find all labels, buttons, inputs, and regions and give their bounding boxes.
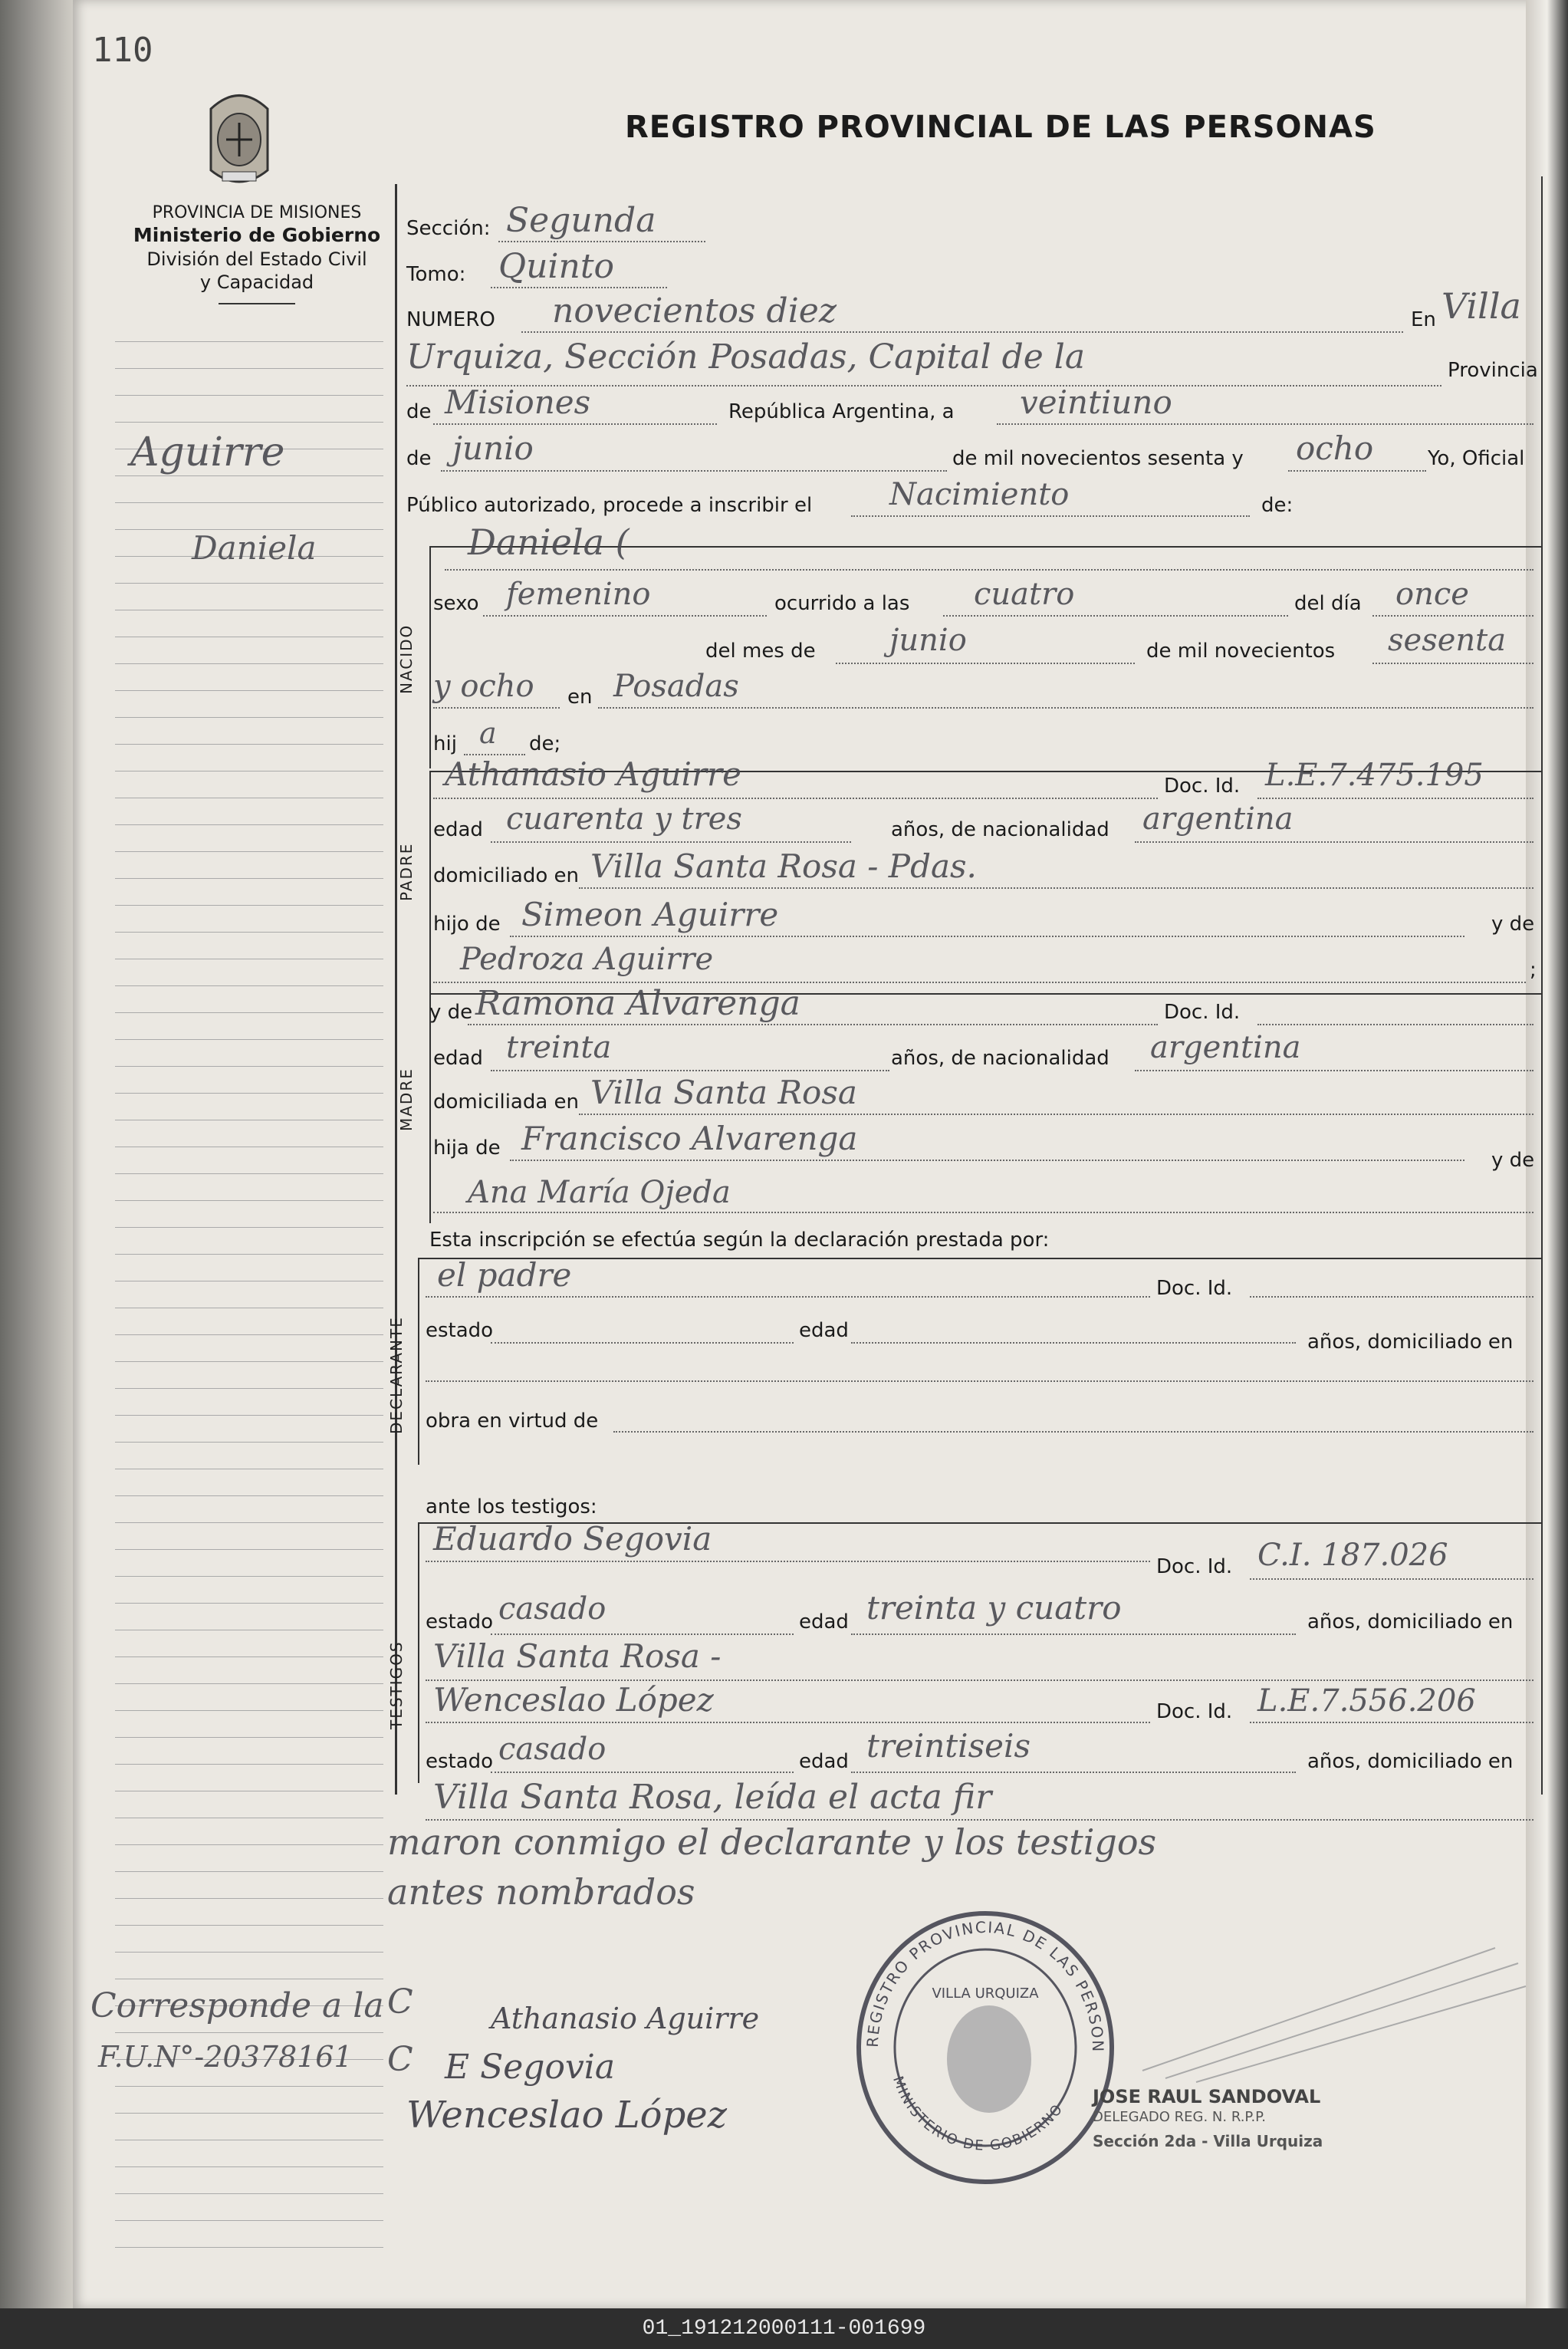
tomo-value: Quinto bbox=[498, 247, 614, 286]
madre-side-rule bbox=[429, 993, 431, 1223]
padre-hijo-dots bbox=[510, 936, 1464, 937]
testigo1-doc-dots bbox=[1250, 1578, 1533, 1580]
provincia-dots bbox=[433, 423, 717, 425]
margin-given-name: Daniela bbox=[192, 529, 317, 567]
dia-value: once bbox=[1395, 577, 1469, 612]
testigo2-dots bbox=[426, 1722, 1150, 1723]
registry-stamp bbox=[847, 1902, 1123, 2193]
provincia-label: Provincia bbox=[1448, 359, 1538, 382]
testigo1-doc-value: C.I. 187.026 bbox=[1257, 1538, 1448, 1573]
declarante-dom-dots bbox=[426, 1380, 1533, 1382]
image-code-footer: 01_191212000111-001699 bbox=[0, 2308, 1568, 2349]
padre-nac-dots bbox=[1135, 841, 1533, 843]
padre-nac-value: argentina bbox=[1142, 801, 1294, 837]
padre-edad-dots bbox=[491, 841, 851, 843]
testigo2-dom-value: Villa Santa Rosa, leída el acta fir bbox=[433, 1778, 992, 1817]
declarante-edad-dots bbox=[851, 1342, 1296, 1344]
seccion-dots bbox=[498, 241, 705, 242]
testigo2-doc-value: L.E.7.556.206 bbox=[1257, 1683, 1476, 1719]
main-vertical-rule bbox=[395, 184, 397, 1795]
padre-dom-label: domiciliado en bbox=[433, 864, 580, 887]
testigo1-edad-label: edad bbox=[799, 1610, 849, 1633]
madre-edad-label: edad bbox=[433, 1047, 483, 1070]
declarante-side-rule bbox=[418, 1258, 419, 1465]
stamp-inner-text: VILLA URQUIZA bbox=[932, 1985, 1039, 2002]
de-semi-label: de; bbox=[529, 732, 561, 755]
obra-label: obra en virtud de bbox=[426, 1410, 599, 1433]
declarante-dom-label: años, domiciliado en bbox=[1307, 1331, 1514, 1354]
corner-number: 110 bbox=[92, 31, 153, 70]
seccion-value: Segunda bbox=[506, 201, 656, 240]
acto-dots bbox=[851, 515, 1250, 517]
stamp-ring-text: REGISTRO PROVINCIAL DE LAS PERSON bbox=[863, 1917, 1108, 2054]
official-section: Sección 2da - Villa Urquiza bbox=[1093, 2132, 1323, 2150]
margin-note-2: F.U.N°-20378161 bbox=[98, 2040, 353, 2074]
padre-hijo-label: hijo de bbox=[433, 913, 501, 936]
testigo1-dom-value: Villa Santa Rosa - bbox=[433, 1637, 722, 1675]
official-role: DELEGADO REG. N. R.P.P. bbox=[1093, 2109, 1266, 2125]
anio-nac-a-dots bbox=[1372, 663, 1533, 664]
sexo-dots bbox=[483, 615, 767, 617]
locality-value: Urquiza, Sección Posadas, Capital de la bbox=[406, 337, 1086, 377]
mil-novecientos-label: de mil novecientos bbox=[1146, 640, 1336, 663]
margin-c-1: C bbox=[387, 1982, 413, 2022]
nombre-dots bbox=[445, 569, 1533, 571]
cierre-line-1: maron conmigo el declarante y los testigos bbox=[387, 1821, 1157, 1863]
seccion-label: Sección: bbox=[406, 217, 491, 240]
testigo1-edad-dots bbox=[851, 1633, 1296, 1635]
declarante-dots bbox=[426, 1296, 1150, 1298]
testigo1-doc-label: Doc. Id. bbox=[1156, 1555, 1233, 1578]
header-divider bbox=[219, 303, 295, 304]
madre-dom-dots bbox=[579, 1114, 1533, 1115]
de-label-2: de bbox=[406, 447, 432, 470]
page-title: REGISTRO PROVINCIAL DE LAS PERSONAS bbox=[625, 110, 1376, 145]
testigo1-value: Eduardo Segovia bbox=[433, 1520, 712, 1558]
testigo2-dom-label: años, domiciliado en bbox=[1307, 1750, 1514, 1773]
madre-y-de-value: Ana María Ojeda bbox=[468, 1175, 731, 1210]
testigo2-edad-dots bbox=[851, 1772, 1296, 1773]
tomo-label: Tomo: bbox=[406, 263, 466, 286]
padre-doc-value: L.E.7.475.195 bbox=[1265, 758, 1484, 793]
padre-dom-value: Villa Santa Rosa - Pdas. bbox=[590, 847, 977, 885]
dia-dots bbox=[1372, 615, 1533, 617]
provincial-seal bbox=[203, 86, 275, 193]
testigo2-doc-dots bbox=[1250, 1722, 1533, 1723]
margin-surname: Aguirre bbox=[130, 429, 285, 475]
madre-y-de-label: y de bbox=[429, 1001, 473, 1024]
fecha-dia-dots bbox=[997, 423, 1533, 425]
declarante-estado-dots bbox=[491, 1342, 794, 1344]
madre-nac-value: argentina bbox=[1150, 1030, 1301, 1065]
mes-value: junio bbox=[452, 429, 534, 467]
madre-dom-label: domiciliada en bbox=[433, 1091, 580, 1114]
right-vertical-rule bbox=[1541, 176, 1543, 1795]
padre-doc-label: Doc. Id. bbox=[1164, 775, 1241, 798]
declarante-value: el padre bbox=[437, 1256, 572, 1294]
madre-edad-dots bbox=[491, 1070, 889, 1071]
acto-value: Nacimiento bbox=[889, 477, 1070, 512]
division-line-1: División del Estado Civil bbox=[146, 248, 367, 270]
yo-oficial-label: Yo, Oficial bbox=[1428, 447, 1525, 470]
hora-dots bbox=[943, 615, 1288, 617]
anio-nac-b-dots bbox=[433, 707, 560, 709]
testigo2-estado-value: casado bbox=[498, 1732, 606, 1767]
madre-dom-value: Villa Santa Rosa bbox=[590, 1074, 857, 1111]
en-label: En bbox=[1411, 308, 1436, 331]
madre-nombre-value: Ramona Alvarenga bbox=[475, 984, 800, 1023]
madre-doc-label: Doc. Id. bbox=[1164, 1001, 1241, 1024]
testigo2-dom-dots bbox=[426, 1819, 1533, 1821]
publico-label: Público autorizado, procede a inscribir el bbox=[406, 494, 813, 517]
de-label-1: de bbox=[406, 400, 432, 423]
mil-sesenta-label: de mil novecientos sesenta y bbox=[952, 447, 1244, 470]
hij-value: a bbox=[479, 716, 497, 750]
signature-1: Athanasio Aguirre bbox=[491, 2002, 760, 2035]
declarante-doc-label: Doc. Id. bbox=[1156, 1277, 1233, 1300]
side-label-padre: PADRE bbox=[397, 842, 416, 901]
del-dia-label: del día bbox=[1294, 592, 1362, 615]
declarante-edad-label: edad bbox=[799, 1319, 849, 1342]
anio-nac-b-value: y ocho bbox=[433, 669, 534, 704]
padre-y-de-dots bbox=[433, 982, 1526, 983]
testigo1-dots bbox=[426, 1561, 1150, 1562]
en-value: Villa bbox=[1441, 285, 1521, 327]
testigo2-edad-label: edad bbox=[799, 1750, 849, 1773]
declaracion-label: Esta inscripción se efectúa según la declaración prestada por: bbox=[429, 1229, 1050, 1252]
side-label-declarante: DECLARANTE bbox=[387, 1316, 406, 1434]
en-label-2: en bbox=[567, 686, 593, 709]
official-name: JOSE RAUL SANDOVAL bbox=[1093, 2086, 1321, 2107]
padre-y-de-value: Pedroza Aguirre bbox=[460, 942, 714, 977]
padre-side-rule bbox=[429, 771, 431, 993]
side-label-nacido: NACIDO bbox=[397, 623, 416, 694]
book-binding bbox=[0, 0, 84, 2308]
lugar-value: Posadas bbox=[613, 669, 739, 704]
madre-edad-value: treinta bbox=[506, 1030, 612, 1065]
madre-y-de-dots bbox=[433, 1212, 1533, 1213]
side-label-madre: MADRE bbox=[397, 1068, 416, 1131]
province-name: PROVINCIA DE MISIONES bbox=[152, 203, 362, 222]
signature-3: Wenceslao López bbox=[406, 2094, 727, 2137]
madre-nombre-dots bbox=[468, 1024, 1158, 1025]
padre-doc-dots bbox=[1257, 798, 1533, 799]
ocurrido-label: ocurrido a las bbox=[774, 592, 910, 615]
obra-dots bbox=[613, 1431, 1533, 1433]
anio-dots bbox=[1288, 470, 1426, 472]
declarante-estado-label: estado bbox=[426, 1319, 494, 1342]
padre-y-de-label: y de bbox=[1491, 913, 1535, 936]
declarante-top-rule bbox=[418, 1258, 1541, 1259]
lugar-dots bbox=[598, 707, 1533, 709]
ante-testigos-label: ante los testigos: bbox=[426, 1495, 597, 1518]
madre-nac-dots bbox=[1135, 1070, 1533, 1071]
padre-nombre-dots bbox=[433, 798, 1158, 799]
nombre-value: Daniela ( bbox=[468, 521, 630, 563]
madre-doc-dots bbox=[1257, 1024, 1533, 1025]
margin-c-2: C bbox=[387, 2040, 413, 2079]
pencil-marks bbox=[1135, 1933, 1533, 2086]
hij-label: hij bbox=[433, 732, 457, 755]
anio-nac-a-value: sesenta bbox=[1388, 623, 1507, 658]
testigo2-estado-dots bbox=[491, 1772, 794, 1773]
padre-dom-dots bbox=[579, 887, 1533, 889]
cierre-line-2: antes nombrados bbox=[387, 1871, 695, 1913]
del-mes-label: del mes de bbox=[705, 640, 816, 663]
testigo2-value: Wenceslao López bbox=[433, 1681, 714, 1719]
testigo1-estado-value: casado bbox=[498, 1591, 606, 1627]
testigo2-doc-label: Doc. Id. bbox=[1156, 1700, 1233, 1723]
sexo-value: femenino bbox=[506, 577, 651, 612]
side-label-testigos: TESTIGOS bbox=[387, 1640, 406, 1729]
de-colon-label: de: bbox=[1261, 494, 1294, 517]
testigo1-estado-dots bbox=[491, 1633, 794, 1635]
testigo2-edad-value: treintiseis bbox=[866, 1727, 1031, 1765]
testigo1-dom-label: años, domiciliado en bbox=[1307, 1610, 1514, 1633]
testigo2-estado-label: estado bbox=[426, 1750, 494, 1773]
sexo-label: sexo bbox=[433, 592, 479, 615]
ministry-name: Ministerio de Gobierno bbox=[133, 224, 381, 246]
madre-nac-label: años, de nacionalidad bbox=[891, 1047, 1109, 1070]
mes-dots bbox=[441, 470, 947, 472]
padre-edad-label: edad bbox=[433, 818, 483, 841]
numero-value: novecientos diez bbox=[552, 291, 837, 331]
padre-nac-label: años, de nacionalidad bbox=[891, 818, 1109, 841]
republica-label: República Argentina, a bbox=[728, 400, 955, 423]
hora-value: cuatro bbox=[974, 577, 1075, 612]
padre-hijo-value: Simeon Aguirre bbox=[521, 896, 779, 933]
madre-hija-label: hija de bbox=[433, 1137, 501, 1160]
numero-dots bbox=[521, 331, 1403, 333]
testigo1-estado-label: estado bbox=[426, 1610, 494, 1633]
mes-nac-value: junio bbox=[889, 623, 967, 658]
madre-hija-dots bbox=[510, 1160, 1464, 1161]
stamp-ring-bottom: MINISTERIO DE GOBIERNO bbox=[889, 2074, 1067, 2154]
padre-edad-value: cuarenta y tres bbox=[506, 801, 742, 837]
padre-nombre-value: Athanasio Aguirre bbox=[445, 755, 741, 793]
padre-semicolon: ; bbox=[1530, 959, 1537, 982]
tomo-dots bbox=[491, 287, 667, 288]
numero-label: NUMERO bbox=[406, 308, 495, 331]
madre-y-de-label-2: y de bbox=[1491, 1149, 1535, 1172]
declarante-doc-dots bbox=[1250, 1296, 1533, 1298]
provincia-value: Misiones bbox=[445, 383, 591, 421]
signature-2: E Segovia bbox=[445, 2048, 616, 2087]
margin-note-1: Corresponde a la bbox=[90, 1986, 384, 2025]
testigo1-edad-value: treinta y cuatro bbox=[866, 1589, 1122, 1627]
fecha-dia-value: veintiuno bbox=[1020, 383, 1172, 421]
testigos-side-rule bbox=[418, 1522, 419, 1783]
madre-hija-value: Francisco Alvarenga bbox=[521, 1120, 858, 1157]
nacido-side-rule bbox=[429, 546, 431, 768]
anio-value: ocho bbox=[1296, 429, 1374, 467]
division-line-2: y Capacidad bbox=[199, 271, 314, 293]
mes-nac-dots bbox=[836, 663, 1135, 664]
